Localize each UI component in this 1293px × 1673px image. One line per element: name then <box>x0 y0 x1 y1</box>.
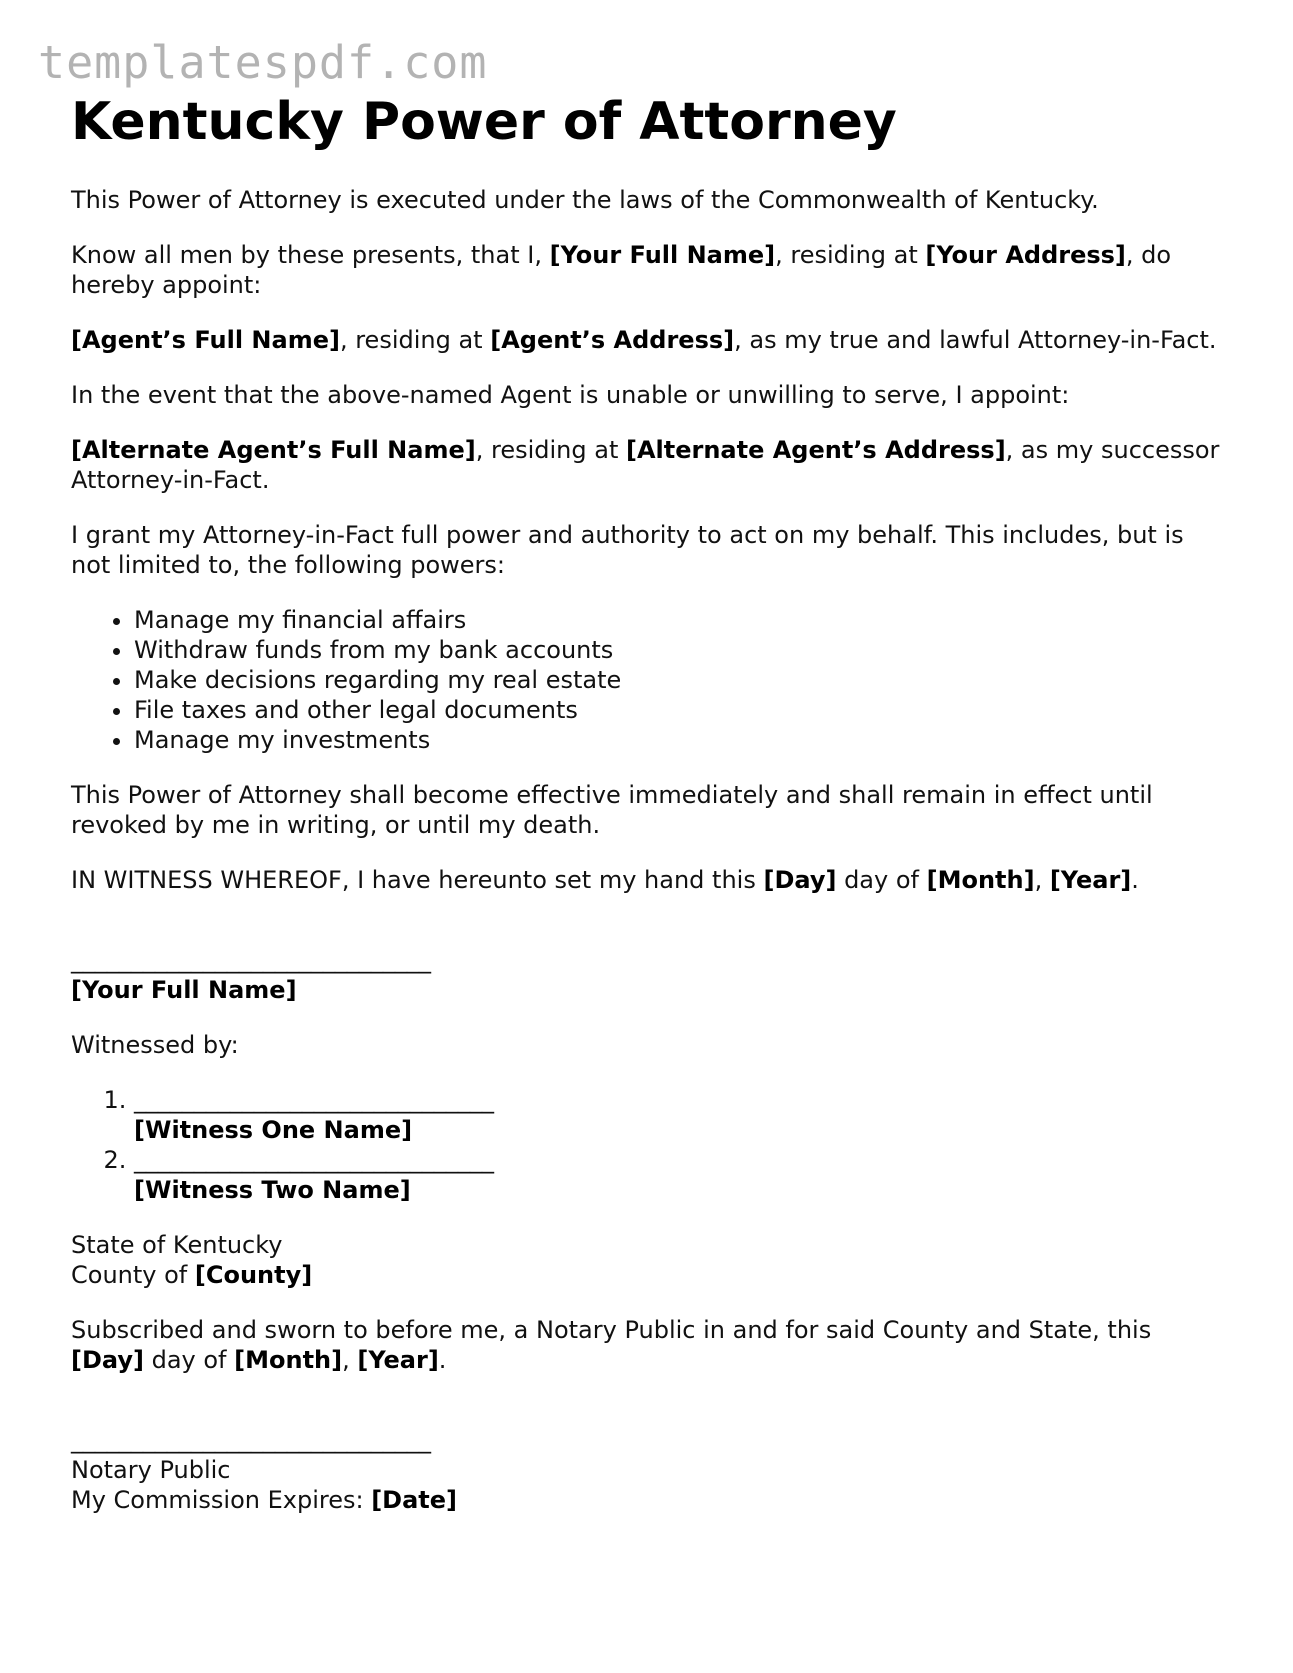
document-body <box>71 92 1221 1540</box>
notary-clause-text-3: , <box>342 1346 358 1374</box>
appointment-paragraph <box>71 240 1221 300</box>
witnessed-by-label: Witnessed by: <box>71 1031 239 1059</box>
venue-block <box>71 1230 1221 1290</box>
principal-signature-block <box>71 945 1221 1005</box>
notary-signature-block <box>71 1425 1221 1515</box>
notary-clause-paragraph <box>71 1315 1221 1375</box>
spacer <box>71 1400 1221 1425</box>
state-label: State of Kentucky <box>71 1231 283 1259</box>
commission-expires-label: My Commission Expires: <box>71 1486 372 1514</box>
alternate-agent-name-placeholder: [Alternate Agent’s Full Name] <box>71 436 476 464</box>
agent-text-1: , residing at <box>339 326 491 354</box>
witness-signature-line: 2. ______________________________ <box>134 1146 494 1174</box>
intro-paragraph: This Power of Attorney is executed under the laws of the Commonwealth of Kentucky. <box>71 186 1099 214</box>
witness-clause-text-1: IN WITNESS WHEREOF, I have hereunto set my hand this <box>71 866 764 894</box>
signature-name-placeholder: [Your Full Name] <box>71 976 297 1004</box>
watermark: templatespdf.com <box>38 36 488 89</box>
appointment-text-3: , do hereby appoint: <box>71 241 1172 299</box>
appointment-text-2: , residing at <box>775 241 926 269</box>
list-item: • Manage my financial affairs <box>134 605 1221 635</box>
list-item: • Withdraw funds from my bank accounts <box>134 635 1221 665</box>
alternate-text-1: , residing at <box>475 436 626 464</box>
list-item <box>134 1145 1221 1205</box>
notary-clause-text-1: Subscribed and sworn to before me, a Notary Public in and for said County and State, this <box>71 1316 1152 1344</box>
agent-address-placeholder: [Agent’s Address] <box>490 326 735 354</box>
agent-name-placeholder: [Agent’s Full Name] <box>71 326 340 354</box>
day-placeholder: [Day] <box>763 866 837 894</box>
principal-address-placeholder: [Your Address] <box>925 241 1126 269</box>
notary-day-placeholder: [Day] <box>71 1346 144 1374</box>
agent-text-2: , as my true and lawful Attorney-in-Fact. <box>734 326 1217 354</box>
county-label: County of <box>71 1261 195 1289</box>
alternate-agent-address-placeholder: [Alternate Agent’s Address] <box>625 436 1006 464</box>
list-item: • File taxes and other legal documents <box>134 695 1221 725</box>
county-placeholder: [County] <box>194 1261 313 1289</box>
notary-clause-text-4: . <box>438 1346 447 1374</box>
agent-paragraph <box>71 325 1221 355</box>
witness-clause-text-2: day of <box>836 866 927 894</box>
spacer <box>71 920 1221 945</box>
commission-date-placeholder: [Date] <box>371 1486 458 1514</box>
principal-name-placeholder: [Your Full Name] <box>549 241 776 269</box>
list-item: • Manage my investments <box>134 725 1221 755</box>
month-placeholder: [Month] <box>926 866 1035 894</box>
powers-list <box>71 605 1221 755</box>
list-item <box>134 1085 1221 1145</box>
notary-month-placeholder: [Month] <box>234 1346 343 1374</box>
witness-clause-text-4: . <box>1131 866 1139 894</box>
notary-clause-text-2: day of <box>143 1346 235 1374</box>
year-placeholder: [Year] <box>1049 866 1132 894</box>
grant-paragraph: I grant my Attorney-in-Fact full power and authority to act on my behalf. This includes, but is not limited to, the following powers: <box>71 521 1184 579</box>
witness-two-name-placeholder: [Witness Two Name] <box>134 1176 411 1204</box>
notary-signature-line: ______________________________ <box>71 1426 431 1454</box>
witness-signature-line: 1. ______________________________ <box>134 1086 494 1114</box>
witness-one-name-placeholder: [Witness One Name] <box>134 1116 413 1144</box>
alternate-agent-paragraph <box>71 435 1221 495</box>
notary-year-placeholder: [Year] <box>357 1346 439 1374</box>
witness-clause-text-3: , <box>1034 866 1050 894</box>
alternate-intro-paragraph: In the event that the above-named Agent is unable or unwilling to serve, I appoint: <box>71 381 1070 409</box>
effective-paragraph: This Power of Attorney shall become effective immediately and shall remain in effect until revoked by me in writing, or until my death. <box>71 781 1153 839</box>
appointment-text-1: Know all men by these presents, that I, <box>71 241 550 269</box>
signature-line: ______________________________ <box>71 946 431 974</box>
document-title: Kentucky Power of Attorney <box>71 92 897 152</box>
alternate-text-2: , as my successor Attorney-in-Fact. <box>71 436 1220 494</box>
list-item: • Make decisions regarding my real estate <box>134 665 1221 695</box>
witness-clause-paragraph <box>71 865 1221 895</box>
notary-public-label: Notary Public <box>71 1456 231 1484</box>
witnesses-list <box>71 1085 1221 1205</box>
